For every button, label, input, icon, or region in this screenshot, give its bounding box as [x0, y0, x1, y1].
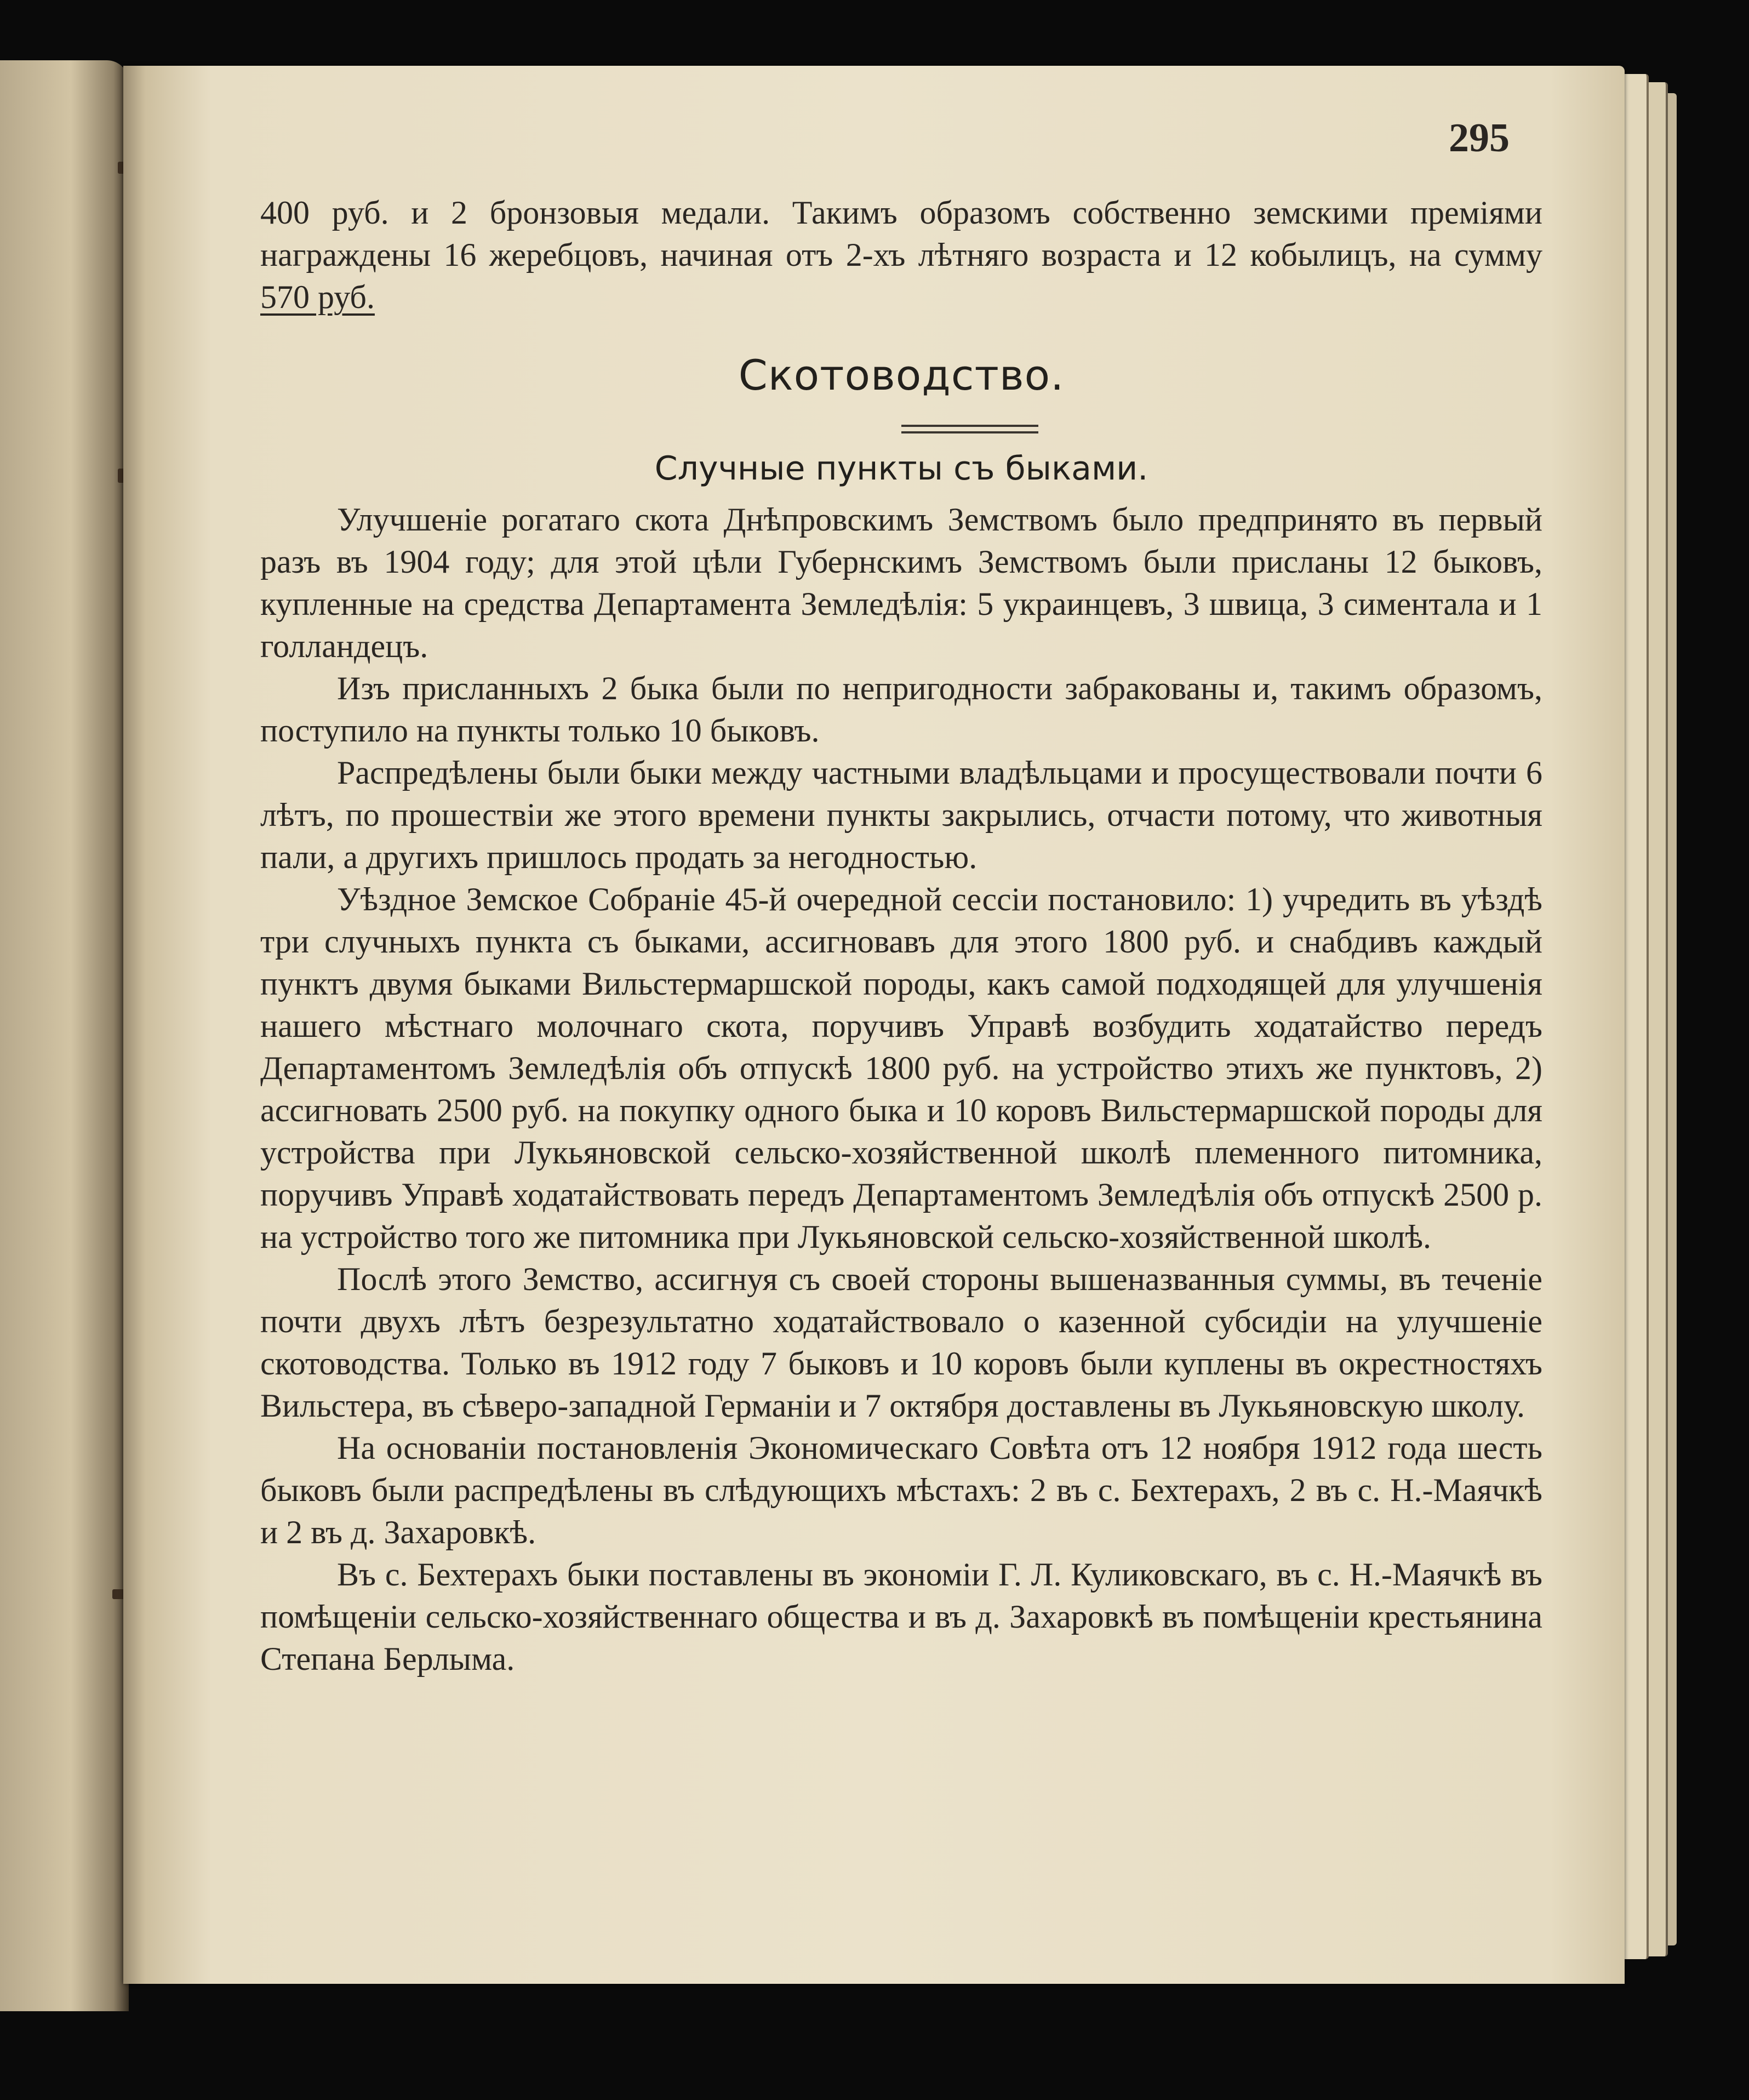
paragraph: Послѣ этого Земство, ассигнуя съ своей стороны вышеназванныя суммы, въ теченіе почти двухъ лѣтъ безрезультатно ходатайствовало о казенной субсидіи на улучшеніе скотоводства. Только въ 1912 году 7 быковъ и 10 коровъ были куплены въ окрестностяхъ Вильстера, въ сѣверо-западной Германіи и 7 октября доставлены въ Лукьяновскую школу.	[260, 1261, 1542, 1424]
paragraph: Распредѣлены были быки между частными владѣльцами и просуществовали почти 6 лѣтъ, по прошествіи же этого времени пункты закрылись, отчасти потому, что животныя пали, а другихъ пришлось продать за негодностью.	[260, 755, 1542, 875]
paragraph: Уѣздное Земское Собраніе 45-й очередной сессіи постановило: 1) учредить въ уѣздѣ три случныхъ пункта съ быками, ассигновавъ для этого 1800 руб. и снабдивъ каждый пунктъ двумя быками Вильстермаршской породы, какъ самой подходящей для улучшенія нашего мѣстнаго молочнаго скота, поручивъ Управѣ возбудить ходатайство передъ Департаментомъ Земледѣлія объ отпускѣ 1800 руб. на устройство этихъ же пунктовъ, 2) ассигновать 2500 руб. на покупку одного быка и 10 коровъ Вильстермаршской породы для устройства при Лукьяновской сельско-хозяйственной школѣ племенного питомника, поручивъ Управѣ ходатайствовать передъ Департаментомъ Земледѣлія объ отпускѣ 2500 р. на устройство того же питомника при Лукьяновской сельско-хозяйственной школѣ.	[260, 881, 1542, 1255]
section-title: Скотоводство.	[738, 351, 1065, 400]
body-text	[260, 499, 1542, 1680]
book-page	[123, 66, 1625, 1984]
page-number: 295	[1449, 116, 1510, 161]
paragraph: На основаніи постановленія Экономическаго Совѣта отъ 12 ноября 1912 года шесть быковъ были распредѣлены въ слѣдующихъ мѣстахъ: 2 въ с. Бехтерахъ, 2 въ с. Н.-Маячкѣ и 2 въ д. Захаровкѣ.	[260, 1430, 1542, 1550]
paragraph: Въ с. Бехтерахъ быки поставлены въ экономіи Г. Л. Куликовскаго, въ с. Н.-Маячкѣ въ помѣщеніи сельско-хозяйственнаго общества и въ д. Захаровкѣ въ помѣщеніи крестьянина Степана Берлыма.	[260, 1556, 1542, 1677]
underlined-sum: 570 руб.	[260, 279, 375, 315]
left-page-edge	[0, 60, 129, 2011]
subheading: Случные пункты съ быками.	[654, 449, 1148, 488]
paragraph: Изъ присланныхъ 2 быка были по непригодности забракованы и, такимъ образомъ, поступило на пункты только 10 быковъ.	[260, 670, 1542, 749]
paragraph: Улучшеніе рогатаго скота Днѣпровскимъ Земствомъ было предпринято въ первый разъ въ 1904 году; для этой цѣли Губернскимъ Земствомъ были присланы 12 быковъ, купленные на средства Департамента Земледѣлія: 5 украинцевъ, 3 швица, 3 симентала и 1 голландецъ.	[260, 501, 1542, 664]
title-rule	[901, 431, 1038, 433]
heading-block	[260, 66, 1542, 559]
title-rule	[901, 425, 1038, 427]
paragraph-text: 400 руб. и 2 бронзовыя медали. Такимъ образомъ собственно земскими преміями награждены 16 жеребцовъ, начиная отъ 2-хъ лѣтняго возраста и 12 кобылицъ, на сумму	[260, 195, 1542, 273]
